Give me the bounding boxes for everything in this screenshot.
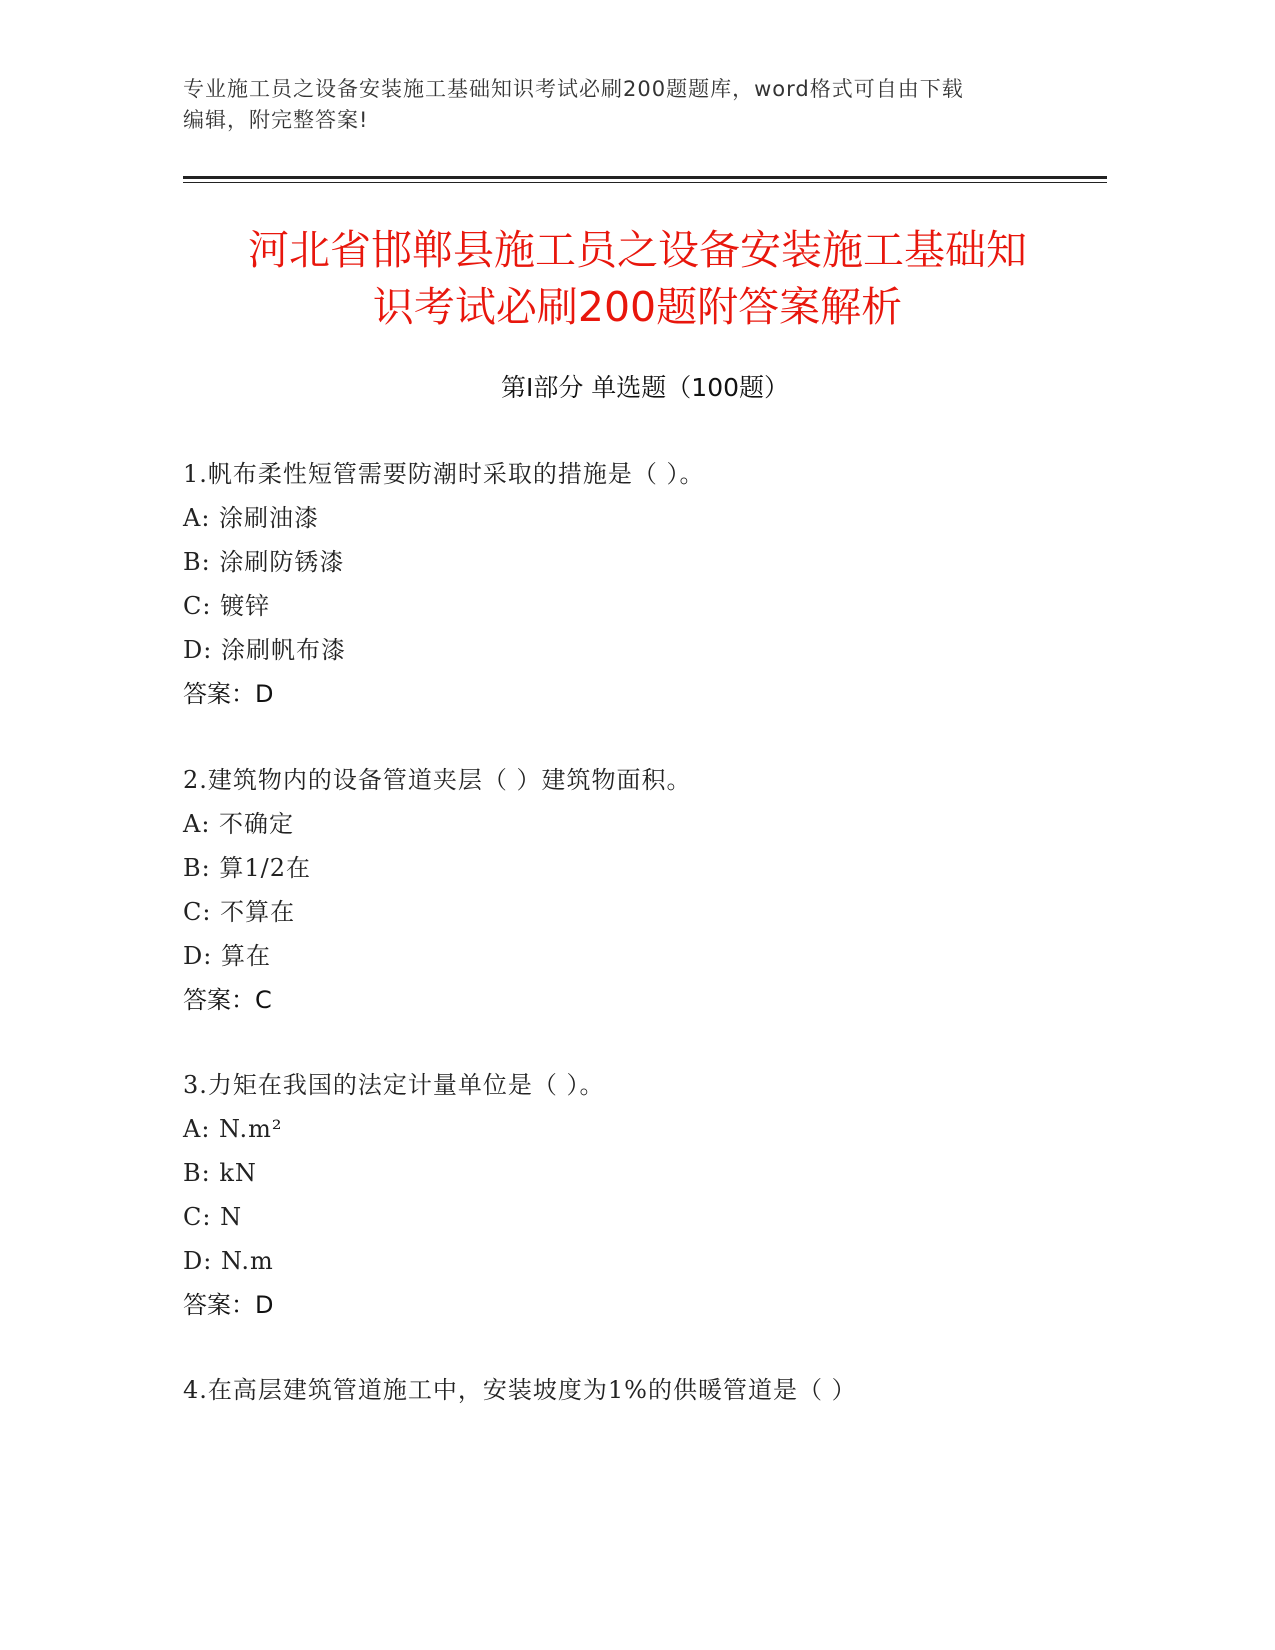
option-a: A: 不确定: [183, 810, 295, 838]
header-note: [183, 74, 1043, 136]
question-stem: 3.力矩在我国的法定计量单位是（ ）。: [183, 1071, 605, 1099]
header-divider-thin: [183, 182, 1107, 183]
option-c: C: 镀锌: [183, 592, 271, 620]
document-title-line2: 识考试必刷200题附答案解析: [372, 283, 903, 331]
option-b: B: kN: [183, 1159, 257, 1187]
option-c: C: 不算在: [183, 898, 296, 926]
question-3: [183, 1069, 1107, 1333]
question-4: [183, 1374, 1107, 1418]
question-stem: 2.建筑物内的设备管道夹层（ ）建筑物面积。: [183, 766, 692, 794]
document-title: [140, 222, 1135, 336]
option-a: A: N.m²: [183, 1115, 283, 1143]
document-title-line1: 河北省邯郸县施工员之设备安装施工基础知: [248, 226, 1027, 274]
option-a: A: 涂刷油漆: [183, 504, 320, 532]
question-stem: 1.帆布柔性短管需要防潮时采取的措施是（ ）。: [183, 460, 705, 488]
section-title: 第Ⅰ部分 单选题（100题）: [500, 373, 790, 402]
header-note-line1: 专业施工员之设备安装施工基础知识考试必刷200题题库，word格式可自由下载: [183, 77, 964, 101]
option-b: B: 算1/2在: [183, 854, 311, 882]
option-b: B: 涂刷防锈漆: [183, 548, 345, 576]
question-1: [183, 458, 1107, 722]
option-c: C: N: [183, 1203, 243, 1231]
question-2: [183, 764, 1107, 1028]
option-d: D: 算在: [183, 942, 271, 970]
header-note-line2: 编辑，附完整答案!: [183, 108, 369, 132]
header-divider-thick: [183, 176, 1107, 179]
question-stem: 4.在高层建筑管道施工中，安装坡度为1%的供暖管道是（ ）: [183, 1376, 857, 1404]
option-d: D: N.m: [183, 1247, 274, 1275]
option-d: D: 涂刷帆布漆: [183, 636, 346, 664]
answer: 答案：C: [183, 986, 272, 1014]
answer: 答案：D: [183, 680, 274, 708]
answer: 答案：D: [183, 1291, 274, 1319]
